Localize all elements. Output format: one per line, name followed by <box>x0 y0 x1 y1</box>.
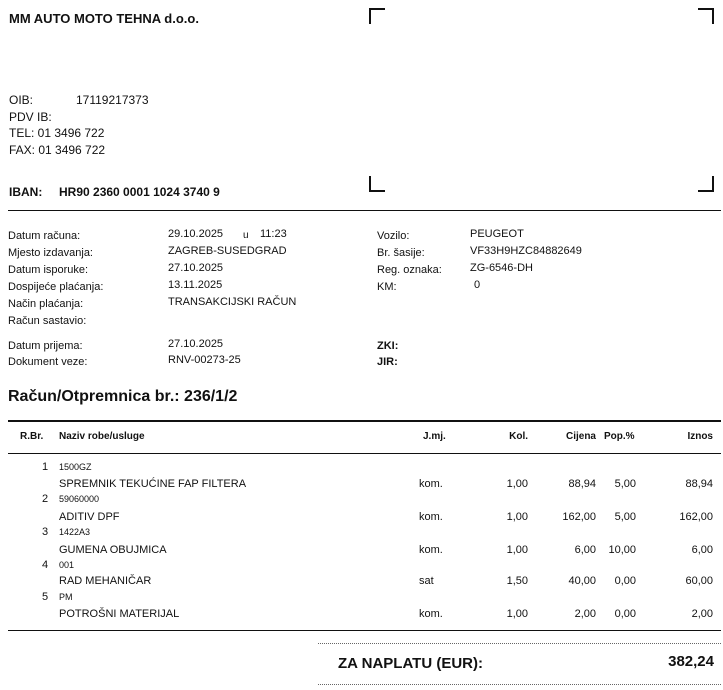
vehicle-value: ZG-6546-DH <box>470 262 533 274</box>
info-label: Način plaćanja: <box>8 298 84 310</box>
row-number: 3 <box>42 526 49 538</box>
company-tel: TEL: 01 3496 722 <box>9 126 105 140</box>
item-name: POTROŠNI MATERIJAL <box>59 608 180 620</box>
total-dotted-line-bottom <box>318 684 721 685</box>
company-name: MM AUTO MOTO TEHNA d.o.o. <box>9 11 199 26</box>
vehicle-label: KM: <box>377 281 397 293</box>
item-tax: 5,00 <box>614 511 636 523</box>
item-qty: 1,00 <box>506 511 528 523</box>
info-value: ZAGREB-SUSEDGRAD <box>168 245 287 257</box>
item-code: 1422A3 <box>59 527 91 537</box>
item-unit: kom. <box>419 544 443 556</box>
item-qty: 1,00 <box>506 608 528 620</box>
company-fax: FAX: 01 3496 722 <box>9 143 106 157</box>
item-unit: kom. <box>419 478 443 490</box>
table-top-border <box>8 420 721 422</box>
vehicle-label: Reg. oznaka: <box>377 264 442 276</box>
item-price: 40,00 <box>568 575 596 587</box>
col-header-tax: Pop.% <box>604 431 635 442</box>
col-header-price: Cijena <box>565 431 596 442</box>
info-label: Mjesto izdavanja: <box>8 247 93 259</box>
time-separator: u <box>243 230 249 241</box>
frame-corner-top-left <box>369 8 385 24</box>
frame-corner-bottom-left <box>369 176 385 192</box>
iban-value: HR90 2360 0001 1024 3740 9 <box>59 185 220 199</box>
table-bottom-border <box>8 630 721 631</box>
divider <box>8 210 721 211</box>
item-price: 6,00 <box>574 544 596 556</box>
jir-label: JIR: <box>377 356 398 368</box>
item-price: 2,00 <box>574 608 596 620</box>
row-number: 1 <box>42 461 49 473</box>
item-price: 162,00 <box>562 511 596 523</box>
table-header-border <box>8 453 721 454</box>
row-number: 4 <box>42 559 49 571</box>
item-name: GUMENA OBUJMICA <box>59 544 167 556</box>
item-unit: kom. <box>419 511 443 523</box>
oib-label: OIB: <box>9 93 34 107</box>
oib-value: 17119217373 <box>76 93 149 107</box>
vehicle-label: Br. šasije: <box>377 247 425 259</box>
info-label: Račun sastavio: <box>8 315 87 327</box>
info-value: 29.10.2025 <box>168 228 224 240</box>
info-label: Dokument veze: <box>8 356 88 368</box>
item-code: PM <box>59 592 73 602</box>
info-value: 13.11.2025 <box>168 279 223 291</box>
vehicle-value: VF33H9HZC84882649 <box>470 245 582 257</box>
col-header-name: Naziv robe/usluge <box>59 431 145 442</box>
item-code: 1500GZ <box>59 462 92 472</box>
item-code: 001 <box>59 560 75 570</box>
info-label: Datum prijema: <box>8 340 83 352</box>
zki-label: ZKI: <box>377 340 399 352</box>
info-value: RNV-00273-25 <box>168 354 241 366</box>
item-name: SPREMNIK TEKUĆINE FAP FILTERA <box>59 478 247 490</box>
total-value: 382,24 <box>668 653 714 670</box>
total-label: ZA NAPLATU (EUR): <box>338 655 483 672</box>
info-label: Datum računa: <box>8 230 81 242</box>
item-qty: 1,00 <box>506 478 528 490</box>
pdv-label: PDV IB: <box>9 110 52 124</box>
col-header-rbr: R.Br. <box>20 431 44 442</box>
item-amount: 162,00 <box>679 511 713 523</box>
info-value: TRANSAKCIJSKI RAČUN <box>168 296 297 308</box>
item-amount: 6,00 <box>691 544 713 556</box>
info-label: Dospijeće plaćanja: <box>8 281 104 293</box>
vehicle-label: Vozilo: <box>377 230 410 242</box>
item-name: RAD MEHANIČAR <box>59 575 152 587</box>
item-tax: 0,00 <box>614 608 636 620</box>
total-dotted-line-top <box>318 643 721 644</box>
iban-label: IBAN: <box>9 185 43 199</box>
invoice-time: 11:23 <box>260 228 287 240</box>
document-title: Račun/Otpremnica br.: 236/1/2 <box>8 388 238 405</box>
frame-corner-top-right <box>698 8 714 24</box>
vehicle-value: PEUGEOT <box>470 228 524 240</box>
row-number: 5 <box>42 591 49 603</box>
item-price: 88,94 <box>568 478 596 490</box>
col-header-unit: J.mj. <box>423 431 446 442</box>
item-tax: 0,00 <box>614 575 636 587</box>
item-tax: 5,00 <box>614 478 636 490</box>
item-unit: sat <box>419 575 434 587</box>
item-tax: 10,00 <box>608 544 636 556</box>
col-header-amount: Iznos <box>687 431 713 442</box>
item-amount: 60,00 <box>685 575 713 587</box>
item-unit: kom. <box>419 608 443 620</box>
info-value: 27.10.2025 <box>168 338 224 350</box>
col-header-qty: Kol. <box>509 431 528 442</box>
item-qty: 1,50 <box>506 575 528 587</box>
frame-corner-bottom-right <box>698 176 714 192</box>
info-label: Datum isporuke: <box>8 264 89 276</box>
vehicle-value: 0 <box>474 279 481 291</box>
item-amount: 88,94 <box>685 478 713 490</box>
row-number: 2 <box>42 493 49 505</box>
info-value: 27.10.2025 <box>168 262 224 274</box>
item-qty: 1,00 <box>506 544 528 556</box>
item-amount: 2,00 <box>691 608 713 620</box>
item-name: ADITIV DPF <box>59 511 120 523</box>
item-code: 59060000 <box>59 494 100 504</box>
